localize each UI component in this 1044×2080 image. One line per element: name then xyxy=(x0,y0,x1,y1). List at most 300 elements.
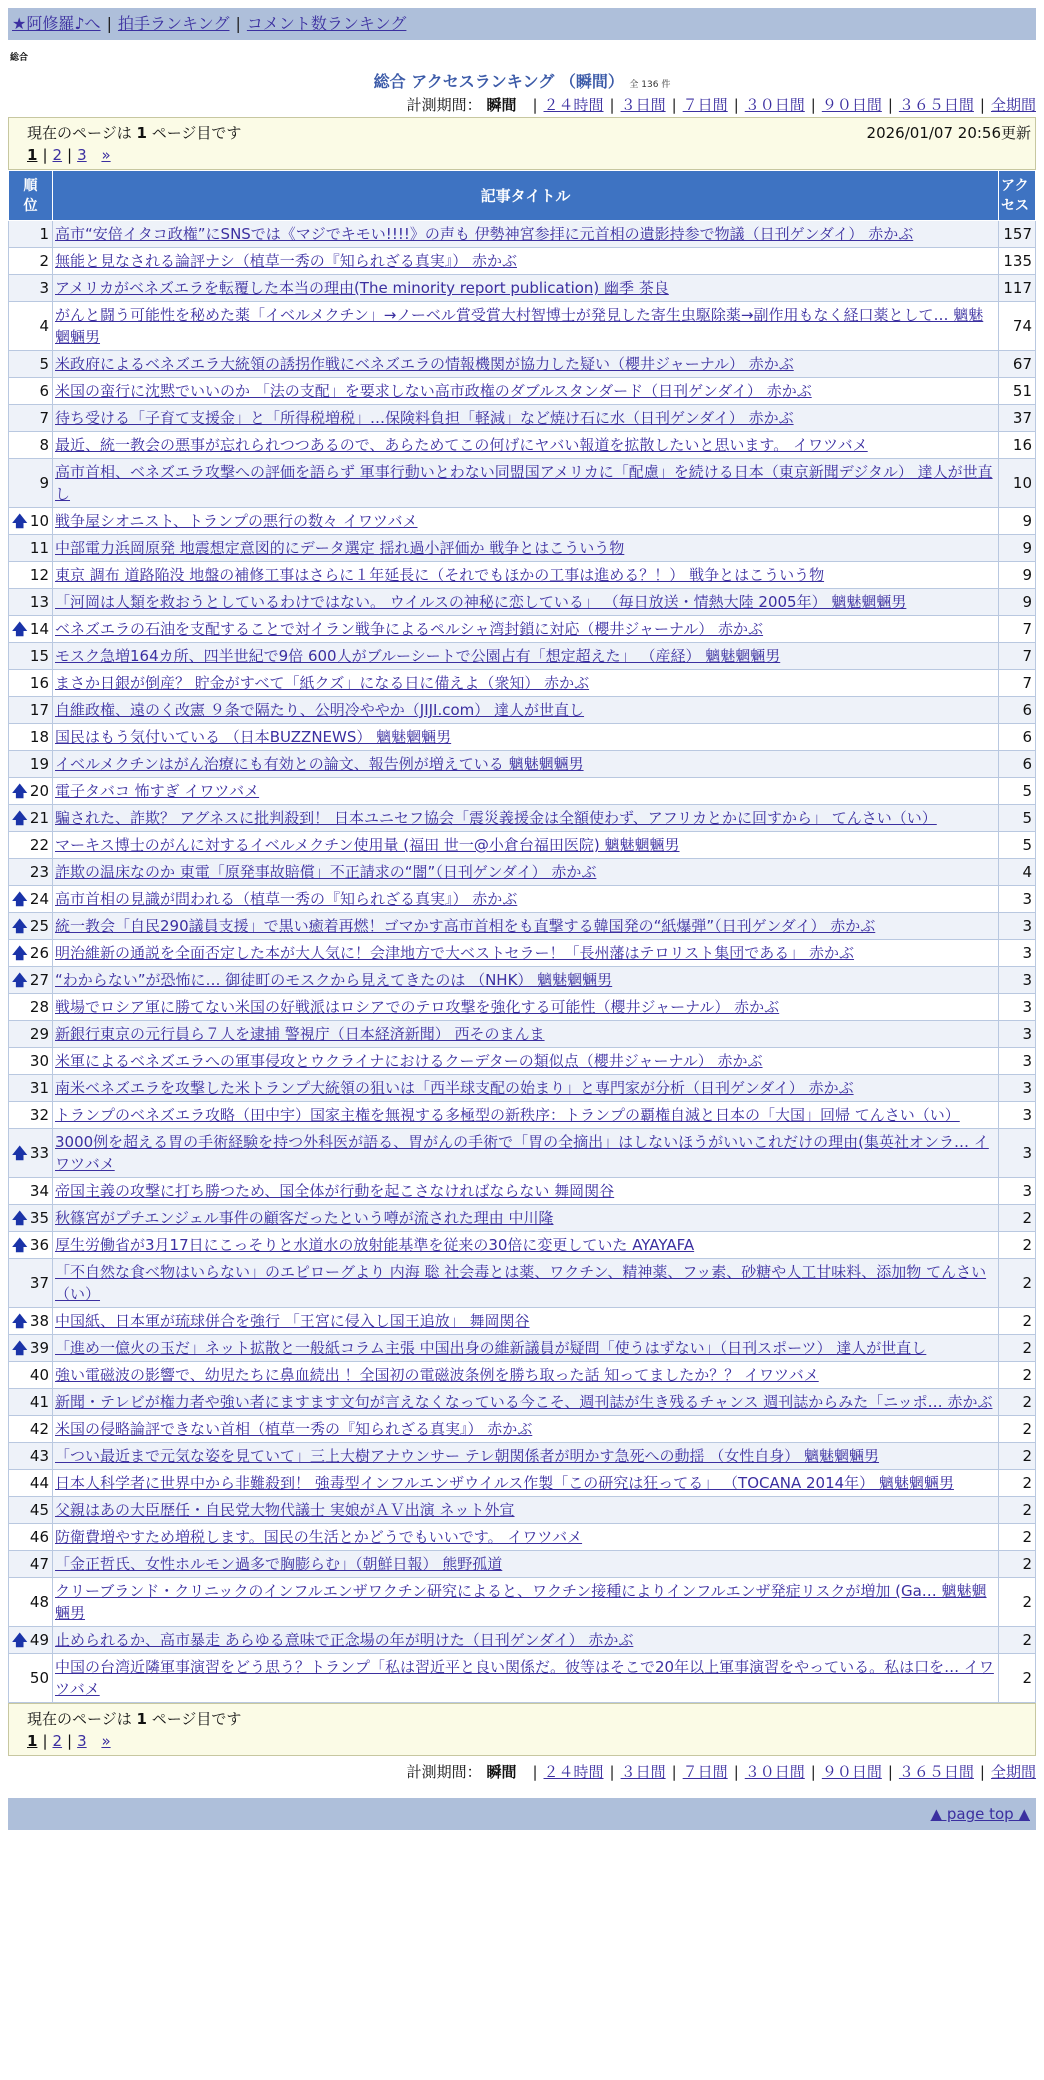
rank-cell xyxy=(9,1335,53,1362)
rank-cell xyxy=(9,432,53,459)
pagination-current: 1 xyxy=(27,146,38,164)
access-count: 67 xyxy=(999,351,1036,378)
rank-cell xyxy=(9,751,53,778)
rank-number: 35 xyxy=(29,1209,49,1227)
title-cell xyxy=(53,1578,999,1627)
access-count: 3 xyxy=(999,886,1036,913)
rank-number: 41 xyxy=(29,1393,49,1411)
title-cell xyxy=(53,994,999,1021)
article-link[interactable]: 秋篠宮がプチエンジェル事件の顧客だったという噂が流された理由 中川隆 xyxy=(55,1209,554,1227)
rank-cell xyxy=(9,562,53,589)
access-count: 5 xyxy=(999,832,1036,859)
period-link-7[interactable]: 全期間 xyxy=(990,1763,1036,1781)
rank-cell xyxy=(9,378,53,405)
rank-cell xyxy=(9,535,53,562)
table-row xyxy=(9,248,1036,275)
rank-number: 47 xyxy=(29,1555,49,1573)
rank-number: 8 xyxy=(39,436,49,454)
access-count: 37 xyxy=(999,405,1036,432)
article-link[interactable]: 高市“安倍イタコ政権”にSNSでは《マジでキモい!!!!》の声も 伊勢神宮参拝に元首相の遺影持参で物議（日刊ゲンダイ） 赤かぶ xyxy=(55,225,914,243)
rank-number: 36 xyxy=(29,1236,49,1254)
article-link[interactable]: 父親はあの大臣歴任・自民党大物代議士 実娘がＡＶ出演 ネット外宣 xyxy=(55,1501,515,1519)
page-status-post: ページ目です xyxy=(151,124,242,142)
rank-cell xyxy=(9,1578,53,1627)
access-count: 5 xyxy=(999,805,1036,832)
article-link[interactable]: 待ち受ける「子育て支援金」と「所得税増税」…保険料負担「軽減」など焼け石に水（日刊ゲンダイ） 赤かぶ xyxy=(55,409,794,427)
access-count: 51 xyxy=(999,378,1036,405)
table-row xyxy=(9,670,1036,697)
rank-number: 48 xyxy=(29,1593,49,1611)
title-cell xyxy=(53,1102,999,1129)
page-status-post: ページ目です xyxy=(151,1710,242,1728)
article-link[interactable]: クリーブランド・クリニックのインフルエンザワクチン研究によると、ワクチン接種によりインフルエンザ発症リスクが増加 (Ga… 魑魅魍魎男 xyxy=(55,1582,987,1622)
ranking-table xyxy=(8,170,1036,1703)
article-link[interactable]: 最近、統一教会の悪事が忘れられつつあるので、あらためてこの何げにヤバい報道を拡散したいと思います。 イワツバメ xyxy=(55,436,868,454)
rank-cell xyxy=(9,589,53,616)
rank-cell xyxy=(9,1308,53,1335)
table-row xyxy=(9,724,1036,751)
article-link[interactable]: まさか日銀が倒産？ 貯金がすべて「紙クズ」になる日に備えよ（衆知） 赤かぶ xyxy=(55,674,590,692)
article-link[interactable]: 「不自然な食べ物はいらない」のエピローグより 内海 聡 社会毒とは薬、ワクチン、精神薬、フッ素、砂糖や人工甘味料、添加物 てんさい（い） xyxy=(55,1263,987,1303)
article-link[interactable]: がんと闘う可能性を秘めた薬「イベルメクチン」→ノーベル賞受賞大村智博士が発見した寄生虫駆除薬→副作用もなく経口薬として… 魑魅魍魎男 xyxy=(55,306,984,346)
rank-cell xyxy=(9,1497,53,1524)
rank-number: 21 xyxy=(29,809,49,827)
access-count: 2 xyxy=(999,1259,1036,1308)
column-header-rank: 順位 xyxy=(9,171,53,221)
period-link-3[interactable]: ７日間 xyxy=(682,96,728,114)
rank-cell xyxy=(9,1075,53,1102)
table-row xyxy=(9,994,1036,1021)
table-row xyxy=(9,1497,1036,1524)
rank-number: 5 xyxy=(39,355,49,373)
access-count: 2 xyxy=(999,1308,1036,1335)
period-link-4[interactable]: ３０日間 xyxy=(744,96,805,114)
bottom-bar xyxy=(8,1798,1036,1830)
title-cell xyxy=(53,1259,999,1308)
rank-number: 32 xyxy=(29,1106,49,1124)
rank-cell xyxy=(9,1048,53,1075)
article-link[interactable]: 新聞・テレビが権力者や強い者にますます文句が言えなくなっている今こそ、週刊誌が生き残るチャンス 週刊誌からみた「ニッポ… 赤かぶ xyxy=(55,1393,993,1411)
rank-cell xyxy=(9,1470,53,1497)
access-count: 3 xyxy=(999,994,1036,1021)
table-row xyxy=(9,886,1036,913)
rank-number: 16 xyxy=(29,674,49,692)
article-link[interactable]: 3000例を超える胃の手術経験を持つ外科医が語る、胃がんの手術で「胃の全摘出」はしないほうがいいこれだけの理由(集英社オンラ… イワツバメ xyxy=(55,1133,989,1173)
article-link[interactable]: 中国の台湾近隣軍事演習をどう思う？トランプ「私は習近平と良い関係だ。彼等はそこで20年以上軍事演習をやっている。私は口を… イワツバメ xyxy=(55,1658,994,1698)
title-cell xyxy=(53,248,999,275)
title-cell xyxy=(53,940,999,967)
table-row xyxy=(9,459,1036,508)
article-link[interactable]: 米軍によるベネズエラへの軍事侵攻とウクライナにおけるクーデターの類似点（櫻井ジャーナル） 赤かぶ xyxy=(55,1052,763,1070)
article-link[interactable]: 帝国主義の攻撃に打ち勝つため、国全体が行動を起こさなければならない 舞岡関谷 xyxy=(55,1182,615,1200)
article-link[interactable]: 中国紙、日本軍が琉球併合を強行 「王宮に侵入し国王追放」 舞岡関谷 xyxy=(55,1312,530,1330)
table-row xyxy=(9,1308,1036,1335)
article-link[interactable]: 明治維新の通説を全面否定した本が大人気に！会津地方で大ベストセラー！「長州藩はテロリスト集団である」 赤かぶ xyxy=(55,944,855,962)
title-cell xyxy=(53,1021,999,1048)
title-cell xyxy=(53,778,999,805)
article-link[interactable]: 「進め一億火の玉だ」ネット拡散と一般紙コラム主張 中国出身の維新議員が疑問「使うはずない」（日刊スポーツ） 達人が世直し xyxy=(55,1339,927,1357)
table-row xyxy=(9,1389,1036,1416)
pagination: 1 | 2 | 3 » xyxy=(27,1732,111,1750)
table-row xyxy=(9,432,1036,459)
title-cell xyxy=(53,805,999,832)
period-separator: | xyxy=(671,1763,677,1781)
article-link[interactable]: 戦争屋シオニスト、トランプの悪行の数々 イワツバメ xyxy=(55,512,418,530)
article-link[interactable]: 厚生労働省が3月17日にこっそりと水道水の放射能基準を従来の30倍に変更していた AYAYAFA xyxy=(55,1236,695,1254)
rank-cell xyxy=(9,1654,53,1703)
rank-up-arrow-icon: 🡅 xyxy=(12,809,28,827)
title-cell xyxy=(53,1232,999,1259)
period-separator: | xyxy=(887,96,893,114)
article-link[interactable]: ベネズエラの石油を支配することで対イラン戦争によるペルシャ湾封鎖に対応（櫻井ジャーナル） 赤かぶ xyxy=(55,620,764,638)
rank-cell xyxy=(9,1416,53,1443)
title-cell xyxy=(53,1308,999,1335)
table-row xyxy=(9,751,1036,778)
table-row xyxy=(9,1654,1036,1703)
rank-up-arrow-icon: 🡅 xyxy=(12,1631,28,1649)
table-row xyxy=(9,302,1036,351)
rank-cell xyxy=(9,1551,53,1578)
title-cell xyxy=(53,1178,999,1205)
rank-cell xyxy=(9,1259,53,1308)
rank-number: 37 xyxy=(29,1274,49,1292)
table-row xyxy=(9,562,1036,589)
access-count: 135 xyxy=(999,248,1036,275)
access-count: 4 xyxy=(999,859,1036,886)
pagination-page-2[interactable]: 2 xyxy=(52,146,63,164)
top-nav-bar xyxy=(8,8,1036,40)
comment-ranking-link[interactable]: コメント数ランキング xyxy=(246,14,407,33)
category-label: 総合 xyxy=(10,53,29,63)
rank-up-arrow-icon: 🡅 xyxy=(12,512,28,530)
period-separator: | xyxy=(671,96,677,114)
access-count: 3 xyxy=(999,913,1036,940)
article-link[interactable]: 詐欺の温床なのか 東電「原発事故賠償」不正請求の“闇”（日刊ゲンダイ） 赤かぶ xyxy=(55,863,597,881)
rank-number: 28 xyxy=(29,998,49,1016)
title-cell xyxy=(53,508,999,535)
rank-cell xyxy=(9,832,53,859)
article-link[interactable]: 自維政権、遠のく改憲 ９条で隔たり、公明冷ややか（JIJI.com） 達人が世直し xyxy=(55,701,585,719)
access-count: 2 xyxy=(999,1205,1036,1232)
period-link-1[interactable]: ２４時間 xyxy=(543,96,604,114)
period-separator: | xyxy=(979,1763,985,1781)
title-cell xyxy=(53,221,999,248)
title-cell xyxy=(53,459,999,508)
rank-number: 22 xyxy=(29,836,49,854)
article-link[interactable]: 日本人科学者に世界中から非難殺到！ 強毒型インフルエンザウイルス作製「この研究は狂ってる」 （TOCANA 2014年） 魑魅魍魎男 xyxy=(55,1474,954,1492)
rank-number: 15 xyxy=(29,647,49,665)
period-label: 計測期間： xyxy=(406,96,482,114)
title-cell xyxy=(53,1443,999,1470)
pagination-page-2[interactable]: 2 xyxy=(52,1732,63,1750)
title-cell xyxy=(53,1551,999,1578)
table-row xyxy=(9,275,1036,302)
article-link[interactable]: 防衛費増やすため増税します。国民の生活とかどうでもいいです。 イワツバメ xyxy=(55,1528,583,1546)
rank-number: 18 xyxy=(29,728,49,746)
title-cell xyxy=(53,302,999,351)
updated-timestamp: 2026/01/07 20:56更新 xyxy=(866,124,1031,142)
access-count: 7 xyxy=(999,643,1036,670)
article-link[interactable]: 高市首相、ベネズエラ攻撃への評価を語らず 軍事行動いとわない同盟国アメリカに「配慮」を続ける日本（東京新聞デジタル） 達人が世直し xyxy=(55,463,993,503)
table-row xyxy=(9,378,1036,405)
access-count: 3 xyxy=(999,1021,1036,1048)
ranking-body xyxy=(9,221,1036,1703)
title-cell xyxy=(53,859,999,886)
rank-cell xyxy=(9,1389,53,1416)
rank-number: 43 xyxy=(29,1447,49,1465)
rank-cell xyxy=(9,859,53,886)
rank-number: 19 xyxy=(29,755,49,773)
period-separator: | xyxy=(979,96,985,114)
title-cell xyxy=(53,1497,999,1524)
period-link-5[interactable]: ９０日間 xyxy=(821,1763,882,1781)
rank-cell xyxy=(9,508,53,535)
access-count: 7 xyxy=(999,616,1036,643)
rank-number: 40 xyxy=(29,1366,49,1384)
article-link[interactable]: 米政府によるベネズエラ大統領の誘拐作戦にベネズエラの情報機関が協力した疑い（櫻井ジャーナル） 赤かぶ xyxy=(55,355,794,373)
pagination-page-3[interactable]: 3 xyxy=(77,146,87,164)
title-cell xyxy=(53,1075,999,1102)
article-link[interactable]: 統一教会「自民290議員支援」で黒い癒着再燃！ゴマかす高市首相をも直撃する韓国発の“紙爆弾”（日刊ゲンダイ） 赤かぶ xyxy=(55,917,876,935)
table-row xyxy=(9,913,1036,940)
title-cell xyxy=(53,751,999,778)
nav-separator: | xyxy=(235,14,241,33)
period-link-2[interactable]: ３日間 xyxy=(620,1763,666,1781)
access-count: 2 xyxy=(999,1654,1036,1703)
access-count: 6 xyxy=(999,751,1036,778)
rank-number: 34 xyxy=(29,1182,49,1200)
access-count: 6 xyxy=(999,697,1036,724)
rank-cell xyxy=(9,886,53,913)
rank-number: 11 xyxy=(29,539,49,557)
table-row xyxy=(9,351,1036,378)
title-cell xyxy=(53,562,999,589)
rank-cell xyxy=(9,405,53,432)
period-links xyxy=(526,96,1036,114)
article-link[interactable]: 中部電力浜岡原発 地震想定意図的にデータ選定 揺れ過小評価か 戦争とはこういう物 xyxy=(55,539,625,557)
table-row xyxy=(9,1075,1036,1102)
access-count: 74 xyxy=(999,302,1036,351)
table-row xyxy=(9,1102,1036,1129)
article-link[interactable]: 「河岡は人類を救おうとしているわけではない。 ウイルスの神秘に恋している」 （毎日放送・情熱大陸 2005年） 魑魅魍魎男 xyxy=(55,593,907,611)
article-link[interactable]: 「金正哲氏、女性ホルモン過多で胸膨らむ」（朝鮮日報） 熊野孤道 xyxy=(55,1555,503,1573)
period-separator: | xyxy=(810,1763,816,1781)
access-count: 2 xyxy=(999,1551,1036,1578)
title-cell xyxy=(53,832,999,859)
access-count: 9 xyxy=(999,589,1036,616)
page-status-pre: 現在のページは xyxy=(27,124,132,142)
access-count: 9 xyxy=(999,535,1036,562)
period-link-1[interactable]: ２４時間 xyxy=(543,1763,604,1781)
table-row xyxy=(9,643,1036,670)
period-link-7[interactable]: 全期間 xyxy=(990,96,1036,114)
title-cell xyxy=(53,1627,999,1654)
table-row xyxy=(9,805,1036,832)
table-row xyxy=(9,1205,1036,1232)
table-row xyxy=(9,940,1036,967)
period-separator: | xyxy=(733,1763,739,1781)
title-cell xyxy=(53,275,999,302)
access-count: 2 xyxy=(999,1524,1036,1551)
nav-separator: | xyxy=(106,14,112,33)
access-count: 2 xyxy=(999,1443,1036,1470)
rank-number: 30 xyxy=(29,1052,49,1070)
table-row xyxy=(9,832,1036,859)
rank-number: 13 xyxy=(29,593,49,611)
rank-cell xyxy=(9,1627,53,1654)
period-link-2[interactable]: ３日間 xyxy=(620,96,666,114)
table-row xyxy=(9,405,1036,432)
rank-cell xyxy=(9,275,53,302)
pagination-current: 1 xyxy=(27,1732,38,1750)
article-link[interactable]: 止められるか、高市暴走 あらゆる意味で正念場の年が明けた（日刊ゲンダイ） 赤かぶ xyxy=(55,1631,634,1649)
rank-number: 6 xyxy=(39,382,49,400)
article-link[interactable]: 新銀行東京の元行員ら７人を逮捕 警視庁（日本経済新聞） 西そのまんま xyxy=(55,1025,545,1043)
period-link-5[interactable]: ９０日間 xyxy=(821,96,882,114)
access-count: 3 xyxy=(999,1178,1036,1205)
access-count: 2 xyxy=(999,1335,1036,1362)
article-link[interactable]: マーキス博士のがんに対するイベルメクチン使用量 (福田 世一@小倉台福田医院) 魑魅魍魎男 xyxy=(55,836,680,854)
rank-number: 27 xyxy=(29,971,49,989)
rank-up-arrow-icon: 🡅 xyxy=(12,1339,28,1357)
rank-number: 12 xyxy=(29,566,49,584)
period-link-6[interactable]: ３６５日間 xyxy=(898,1763,974,1781)
period-link-6[interactable]: ３６５日間 xyxy=(898,96,974,114)
rank-number: 2 xyxy=(39,252,49,270)
rank-up-arrow-icon: 🡅 xyxy=(12,944,28,962)
article-link[interactable]: モスク急増164カ所、四半世紀で9倍 600人がブルーシートで公園占有「想定超えた」 （産経） 魑魅魍魎男 xyxy=(55,647,781,665)
article-link[interactable]: 騙された、詐欺？ アグネスに批判殺到！ 日本ユニセフ協会「震災義援金は全額使わず、アフリカとかに回すから」 てんさい（い） xyxy=(55,809,937,827)
access-count: 2 xyxy=(999,1497,1036,1524)
table-row xyxy=(9,967,1036,994)
article-link[interactable]: 無能と見なされる論評ナシ（植草一秀の『知られざる真実』） 赤かぶ xyxy=(55,252,517,270)
table-row xyxy=(9,1443,1036,1470)
article-link[interactable]: アメリカがベネズエラを転覆した本当の理由(The minority report publication) 幽季 茶良 xyxy=(55,279,669,297)
rank-cell xyxy=(9,994,53,1021)
rank-number: 33 xyxy=(29,1144,49,1162)
rank-number: 49 xyxy=(29,1631,49,1649)
rank-cell xyxy=(9,1178,53,1205)
title-cell xyxy=(53,1362,999,1389)
title-cell xyxy=(53,886,999,913)
rank-up-arrow-icon: 🡅 xyxy=(12,1236,28,1254)
rank-number: 20 xyxy=(29,782,49,800)
title-cell xyxy=(53,1470,999,1497)
rank-cell xyxy=(9,459,53,508)
rank-cell xyxy=(9,1524,53,1551)
pagination: 1 | 2 | 3 » xyxy=(27,146,111,164)
rank-number: 26 xyxy=(29,944,49,962)
rank-up-arrow-icon: 🡅 xyxy=(12,1144,28,1162)
access-count: 3 xyxy=(999,1048,1036,1075)
title-cell xyxy=(53,967,999,994)
article-link[interactable]: 国民はもう気付いている （日本BUZZNEWS） 魑魅魍魎男 xyxy=(55,728,452,746)
rank-number: 17 xyxy=(29,701,49,719)
article-link[interactable]: 高市首相の見識が問われる（植草一秀の『知られざる真実』） 赤かぶ xyxy=(55,890,518,908)
article-link[interactable]: 東京 調布 道路陥没 地盤の補修工事はさらに１年延長に（それでもほかの工事は進める？！） 戦争とはこういう物 xyxy=(55,566,825,584)
rank-number: 9 xyxy=(39,474,49,492)
rank-cell xyxy=(9,778,53,805)
period-separator: | xyxy=(609,96,615,114)
rank-number: 25 xyxy=(29,917,49,935)
title-cell xyxy=(53,405,999,432)
clap-ranking-link[interactable]: 拍手ランキング xyxy=(117,14,230,33)
title-cell xyxy=(53,1524,999,1551)
rank-up-arrow-icon: 🡅 xyxy=(12,971,28,989)
access-count: 117 xyxy=(999,275,1036,302)
table-row xyxy=(9,221,1036,248)
rank-cell xyxy=(9,1232,53,1259)
table-row xyxy=(9,1335,1036,1362)
title-cell xyxy=(53,1335,999,1362)
article-link[interactable]: 米国の侵略論評できない首相（植草一秀の『知られざる真実』） 赤かぶ xyxy=(55,1420,533,1438)
page-status-number: 1 xyxy=(136,124,147,142)
period-label: 計測期間： xyxy=(406,1763,482,1781)
pagination-next[interactable]: » xyxy=(101,146,111,164)
access-count: 2 xyxy=(999,1578,1036,1627)
rank-cell xyxy=(9,643,53,670)
pagination-next[interactable]: » xyxy=(101,1732,111,1750)
access-count: 2 xyxy=(999,1470,1036,1497)
page-top-link[interactable]: ▲ page top ▲ xyxy=(930,1805,1030,1823)
period-selector-top xyxy=(8,93,1036,117)
rank-number: 45 xyxy=(29,1501,49,1519)
article-link[interactable]: 電子タバコ 怖すぎ イワツバメ xyxy=(55,782,260,800)
period-link-4[interactable]: ３０日間 xyxy=(744,1763,805,1781)
title-cell xyxy=(53,913,999,940)
table-row xyxy=(9,1129,1036,1178)
rank-cell xyxy=(9,913,53,940)
access-count: 2 xyxy=(999,1389,1036,1416)
rank-up-arrow-icon: 🡅 xyxy=(12,1209,28,1227)
rank-number: 1 xyxy=(39,225,49,243)
article-link[interactable]: 強い電磁波の影響で、幼児たちに鼻血続出 ！全国初の電磁波条例を勝ち取った話 知ってましたか？？ イワツバメ xyxy=(55,1366,819,1384)
title-cell xyxy=(53,1129,999,1178)
page-status xyxy=(27,1708,1035,1729)
period-separator: | xyxy=(810,96,816,114)
access-count: 9 xyxy=(999,562,1036,589)
page-title xyxy=(8,69,1036,93)
article-link[interactable]: 南米ベネズエラを攻撃した米トランプ大統領の狙いは「西半球支配の始まり」と専門家が分析（日刊ゲンダイ） 赤かぶ xyxy=(55,1079,854,1097)
title-cell xyxy=(53,589,999,616)
access-count: 2 xyxy=(999,1627,1036,1654)
table-row xyxy=(9,1578,1036,1627)
title-cell xyxy=(53,378,999,405)
access-count: 10 xyxy=(999,459,1036,508)
rank-number: 29 xyxy=(29,1025,49,1043)
article-link[interactable]: “わからない”が恐怖に… 御徒町のモスクから見えてきたのは （NHK） 魑魅魍魎男 xyxy=(55,971,613,989)
article-link[interactable]: 米国の蛮行に沈黙でいいのか 「法の支配」を要求しない高市政権のダブルスタンダード（日刊ゲンダイ） 赤かぶ xyxy=(55,382,812,400)
table-row xyxy=(9,778,1036,805)
rank-cell xyxy=(9,1205,53,1232)
page-info-bottom xyxy=(8,1703,1036,1756)
pagination-page-3[interactable]: 3 xyxy=(77,1732,87,1750)
rank-number: 44 xyxy=(29,1474,49,1492)
period-link-3[interactable]: ７日間 xyxy=(682,1763,728,1781)
rank-cell xyxy=(9,670,53,697)
article-link[interactable]: 戦場でロシア軍に勝てない米国の好戦派はロシアでのテロ攻撃を強化する可能性（櫻井ジャーナル） 赤かぶ xyxy=(55,998,780,1016)
rank-number: 4 xyxy=(39,317,49,335)
rank-number: 50 xyxy=(29,1669,49,1687)
rank-cell xyxy=(9,1129,53,1178)
title-cell xyxy=(53,1654,999,1703)
rank-cell xyxy=(9,302,53,351)
article-link[interactable]: トランプのベネズエラ攻略（田中宇）国家主権を無視する多極型の新秩序：トランプの覇権自滅と日本の「大国」回帰 てんさい（い） xyxy=(55,1106,960,1124)
article-link[interactable]: 「つい最近まで元気な姿を見ていて」三上大樹アナウンサー テレ朝関係者が明かす急死への動揺 （女性自身） 魑魅魍魎男 xyxy=(55,1447,880,1465)
article-link[interactable]: イベルメクチンはがん治療にも有効との論文、報告例が増えている 魑魅魍魎男 xyxy=(55,755,584,773)
home-link[interactable]: ★阿修羅♪へ xyxy=(12,14,101,33)
access-count: 9 xyxy=(999,508,1036,535)
